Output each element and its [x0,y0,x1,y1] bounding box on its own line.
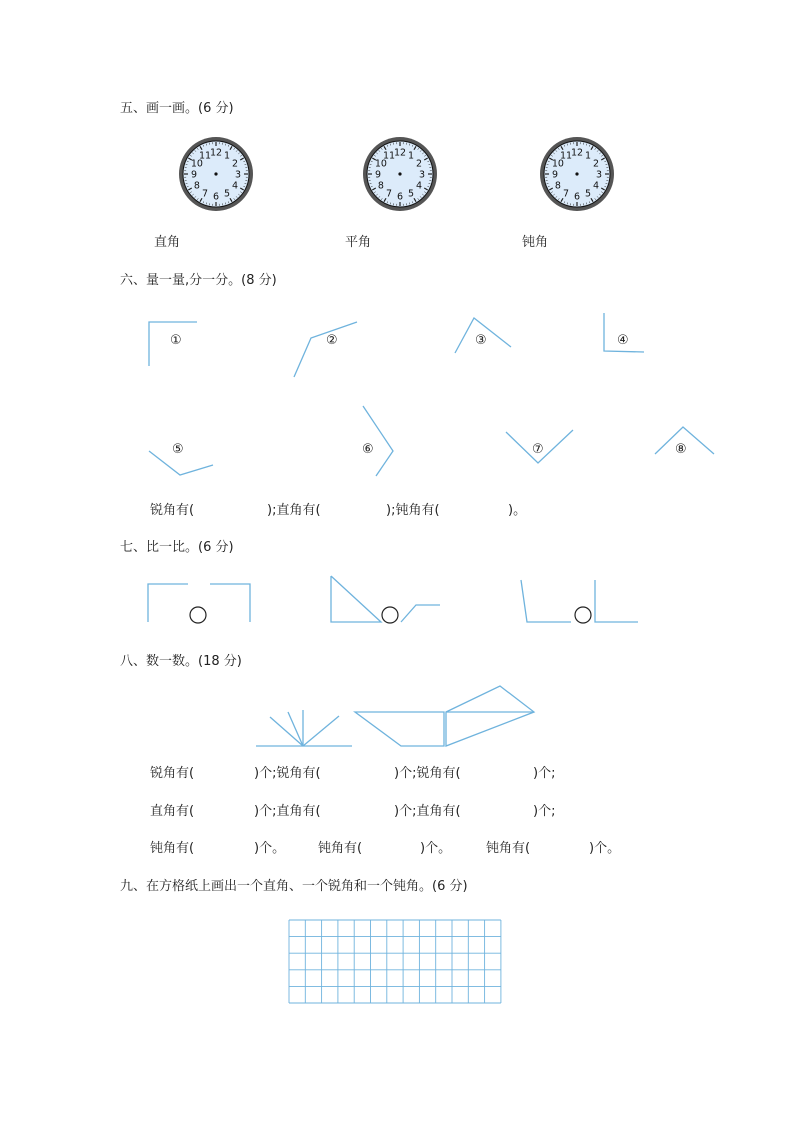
angle-label-1: ① [170,333,182,348]
count-row-1-d: )个; [533,766,556,781]
clock-number: 11 [382,150,396,162]
clock-number: 1 [584,150,592,162]
angle-label-2: ② [326,333,338,348]
clock-number: 8 [193,180,200,192]
clock-number: 12 [393,147,407,159]
clock-number: 1 [223,150,231,162]
clock-number: 10 [190,158,203,170]
clock-number: 2 [416,158,423,170]
angle-label-5: ⑤ [172,442,184,457]
compare-3-figure [521,580,638,623]
clock-number: 12 [570,147,584,159]
count-row-3-f: )个。 [589,841,621,856]
compare-2-figure [331,576,440,623]
angle-label-4: ④ [617,333,629,348]
clock-number: 5 [584,188,592,200]
clock-number: 8 [554,180,561,192]
angle-2-figure [294,322,357,377]
count-quad-figure [446,686,534,746]
clock-number: 2 [593,158,600,170]
count-row-1-b: )个;锐角有( [254,766,321,781]
clock-number: 5 [223,188,231,200]
angle-label-6: ⑥ [362,442,374,457]
section-9-title: 九、在方格纸上画出一个直角、一个锐角和一个钝角。(6 分) [120,879,468,894]
clock-number: 6 [573,191,581,203]
clock-number: 7 [201,188,209,200]
count-fan-figure [256,710,352,746]
clock-number: 1 [407,150,415,162]
count-row-3-a: 钝角有( [150,841,195,856]
angle-6-figure [363,406,393,476]
count-trapezoid-figure [355,712,444,746]
count-row-2-a: 直角有( [150,804,195,819]
compare-1-blank[interactable] [190,607,206,623]
clock-number: 4 [593,180,600,192]
clock-number: 6 [396,191,404,203]
angle-label-8: ⑧ [675,442,687,457]
acute-count-label: 锐角有( [150,503,195,518]
clock-number: 4 [416,180,423,192]
clock-number: 6 [212,191,220,203]
right-count-label: );直角有( [267,503,321,518]
clock-number: 9 [551,169,559,181]
clock-number: 7 [562,188,570,200]
clock-number: 3 [418,169,426,181]
clock-number: 10 [374,158,387,170]
clock-number: 7 [385,188,393,200]
section-5-title: 五、画一画。(6 分) [120,101,234,116]
count-row-2-d: )个; [533,804,556,819]
angle-label-3: ③ [475,333,487,348]
grid-paper[interactable] [289,920,501,1003]
clock-number: 4 [232,180,239,192]
count-row-1-c: )个;锐角有( [394,766,461,781]
count-row-2-c: )个;直角有( [394,804,461,819]
obtuse-count-label: );钝角有( [386,503,440,518]
clock-caption-straight-angle: 平角 [345,235,372,250]
count-row-3-e: 钝角有( [486,841,531,856]
count-row-1-a: 锐角有( [150,766,195,781]
angle-label-7: ⑦ [532,442,544,457]
count-row-3-b: )个。 [254,841,286,856]
clock-number: 11 [559,150,573,162]
count-row-2-b: )个;直角有( [254,804,321,819]
clock-caption-obtuse-angle: 钝角 [522,235,549,250]
clock-number: 12 [209,147,223,159]
section-8-title: 八、数一数。(18 分) [120,654,242,669]
clock-caption-right-angle: 直角 [154,235,181,250]
compare-2-blank[interactable] [382,607,398,623]
clock-number: 9 [190,169,198,181]
compare-1-figure [148,584,250,623]
section-6-title: 六、量一量,分一分。(8 分) [120,273,277,288]
clock-number: 10 [551,158,564,170]
answer-line-end: )。 [508,503,527,518]
clock-number: 9 [374,169,382,181]
section-7-title: 七、比一比。(6 分) [120,540,234,555]
compare-3-blank[interactable] [575,607,591,623]
clock-number: 3 [234,169,242,181]
clock-number: 2 [232,158,239,170]
clock-number: 3 [595,169,603,181]
count-row-3-c: 钝角有( [318,841,363,856]
clock-number: 8 [377,180,384,192]
clock-number: 11 [198,150,212,162]
clock-number: 5 [407,188,415,200]
count-row-3-d: )个。 [420,841,452,856]
